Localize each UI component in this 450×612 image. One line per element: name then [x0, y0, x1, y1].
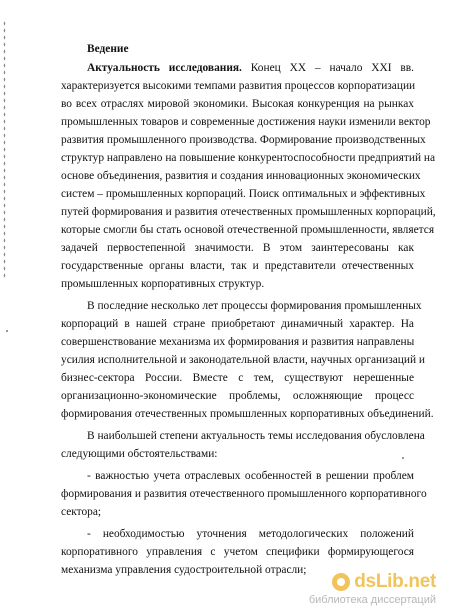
watermark-subtitle: библиотека диссертаций — [308, 594, 436, 606]
paragraph-line: промышленных товаров и современные достижения науки изменили вектор — [61, 116, 431, 128]
paragraph-line: характеризуется высокими темпами развития процессов корпоратизации — [61, 80, 416, 92]
section-heading: Ведение — [87, 43, 129, 55]
watermark-badge-icon — [332, 573, 350, 591]
paragraph-line: задачей первостепенной значимости. В этом заинтересованы как — [61, 242, 414, 254]
bullet-line: - необходимостью уточнения методологических положений — [87, 528, 414, 540]
lead-phrase: Актуальность исследования. — [87, 62, 242, 74]
paragraph-line: во всех отраслях мировой экономики. Высокая конкуренция на рынках — [61, 98, 414, 110]
bullet-line: формирования и развития отечественного промышленного корпоративного — [61, 488, 427, 500]
paragraph-line: бизнес-сектора России. Вместе с тем, существуют нерешенные — [61, 372, 414, 384]
paragraph-line: В последние несколько лет процессы формирования промышленных — [87, 300, 422, 312]
paragraph-line: промышленных корпоративных структур. — [61, 278, 265, 290]
paragraph-line: Актуальность исследования. Конец XX – начало XXI вв. — [87, 62, 415, 74]
paragraph-line: корпораций в нашей стране приобретают динамичный характер. На — [61, 318, 414, 330]
watermark-brand: dsLib.net — [354, 571, 436, 592]
paragraph-line: развития промышленного производства. Формирование производственных — [61, 134, 426, 146]
paragraph-line: следующими обстоятельствами: — [61, 448, 218, 460]
paragraph-line: которые смогли бы стать основой отечественной промышленности, является — [61, 224, 435, 236]
bullet-line: механизма управления судостроительной отрасли; — [61, 564, 307, 576]
scan-speck — [6, 330, 8, 332]
margin-scan-marks — [3, 20, 6, 280]
paragraph-line: совершенствование механизма их формирования и развития направлены — [61, 336, 415, 348]
paragraph-line: государственные органы власти, так и представители отечественных — [61, 260, 414, 272]
bullet-line: корпоративного управления с учетом специфики формирующегося — [61, 546, 414, 558]
paragraph-line: усилия исполнительной и законодательной власти, научных организаций и — [61, 354, 426, 366]
paragraph-line: систем – промышленных корпораций. Поиск оптимальных и эффективных — [61, 188, 426, 200]
paragraph-line: основе объединения, развития и создания инновационных экономических — [61, 170, 421, 182]
watermark-logo — [332, 572, 436, 592]
bullet-line: - важностью учета отраслевых особенностей в решении проблем — [87, 470, 414, 482]
paragraph-line: В наибольшей степени актуальность темы исследования обусловлена — [87, 430, 425, 442]
paragraph-line: организационно-экономические проблемы, осложняющие процесс — [61, 390, 414, 402]
paragraph-line: путей формирования и развития отечественных промышленных корпораций, — [61, 206, 436, 218]
bullet-line: сектора; — [61, 506, 102, 518]
paragraph-line: структур направлено на повышение конкурентоспособности предприятий на — [61, 152, 436, 164]
paragraph-line: формирования отечественных промышленных корпоративных объединений. — [61, 408, 434, 420]
